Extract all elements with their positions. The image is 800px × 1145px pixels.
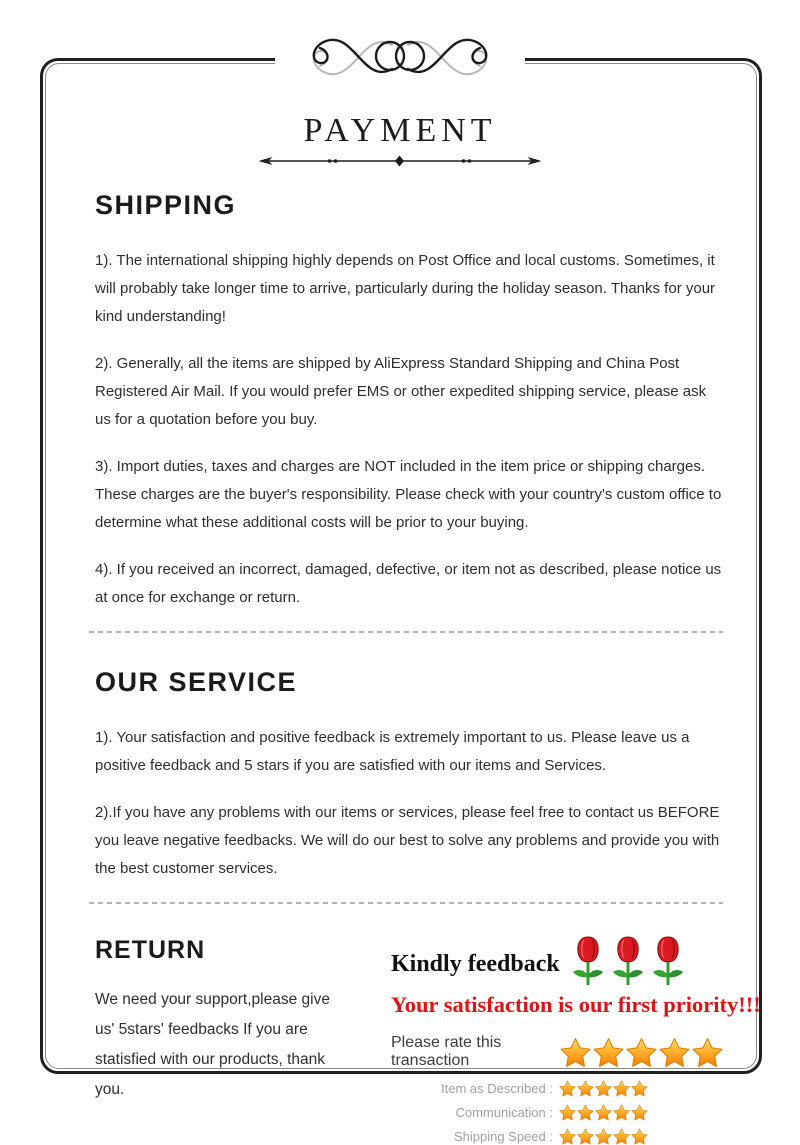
rating-row-shipping-speed [391,1128,723,1145]
rating-label: Item as Described : [441,1081,553,1096]
communication-stars [559,1104,648,1121]
star-icon [577,1080,594,1097]
star-icon [631,1128,648,1145]
content-area [95,190,761,1145]
shipping-paragraph-1: 1). The international shipping highly depends on Post Office and local customs. Sometimes, it will probably take longer time to arrive, particularly during the holiday season. Thanks for your kind understanding! [95,252,716,325]
rose-icon [610,934,646,990]
star-icon [559,1080,576,1097]
star-icon [659,1037,690,1068]
star-icon [631,1080,648,1097]
return-text: We need your support,please give us' 5stars' feedbacks If you are statisfied with our products, thank you. [95,991,330,1098]
star-icon [613,1104,630,1121]
rose-icons [570,934,686,990]
shipping-heading: SHIPPING [95,190,237,220]
star-icon [626,1037,657,1068]
title-divider [258,153,543,174]
star-icon [595,1104,612,1121]
star-icon [560,1037,591,1068]
shipping-paragraph-3: 3). Import duties, taxes and charges are NOT included in the item price or shipping charges. These charges are the buyer's responsibility. Please check with your country's custom office to determine what these additional costs will be prior to your buying. [95,458,722,531]
kindly-feedback-title: Kindly feedback [391,951,560,977]
item-described-stars [559,1080,648,1097]
rose-icon [650,934,686,990]
star-icon [559,1104,576,1121]
star-icon [559,1128,576,1145]
feedback-column [391,934,761,1145]
section-divider [89,902,723,904]
rating-label: Communication : [455,1105,553,1120]
star-icon [613,1128,630,1145]
shipping-speed-stars [559,1128,648,1145]
service-paragraph-1: 1). Your satisfaction and positive feedback is extremely important to us. Please leave us a positive feedback and 5 stars if you are satisfied with our items and Services. [95,729,690,774]
star-icon [577,1104,594,1121]
star-icon [593,1037,624,1068]
rating-detail-rows [391,1080,723,1145]
flourish-icon [280,23,520,93]
kindly-feedback-row [391,934,723,990]
service-heading: OUR SERVICE [95,667,298,697]
star-icon [577,1128,594,1145]
rating-label: Shipping Speed : [453,1129,553,1144]
return-heading: RETURN [95,936,206,964]
arrow-line-icon [258,153,543,169]
rating-row-communication [391,1104,723,1121]
return-column [95,934,391,1105]
satisfaction-slogan: Your satisfaction is our first priority!!! [391,992,761,1017]
star-icon [595,1128,612,1145]
star-icon [595,1080,612,1097]
page-title: PAYMENT [303,112,497,149]
star-icon [692,1037,723,1068]
rate-prompt-label: Please rate this transaction [391,1034,502,1069]
transaction-star-rating [560,1037,723,1068]
section-divider [89,631,723,633]
rose-icon [570,934,606,990]
star-icon [631,1104,648,1121]
flourish-ornament [275,22,525,94]
shipping-paragraph-2: 2). Generally, all the items are shipped by AliExpress Standard Shipping and China Post Registered Air Mail. If you would prefer EMS or other expedited shipping service, please ask us for a quotation before you buy. [95,355,707,428]
shipping-paragraph-4: 4). If you received an incorrect, damaged, defective, or item not as described, please notice us at once for exchange or return. [95,561,722,606]
rate-transaction-row [391,1034,723,1070]
bottom-section [95,934,761,1145]
rating-row-item-described [391,1080,723,1097]
service-paragraph-2: 2).If you have any problems with our items or services, please feel free to contact us BEFORE you leave negative feedbacks. We will do our best to solve any problems and provide you with the best customer services. [95,804,720,877]
star-icon [613,1080,630,1097]
